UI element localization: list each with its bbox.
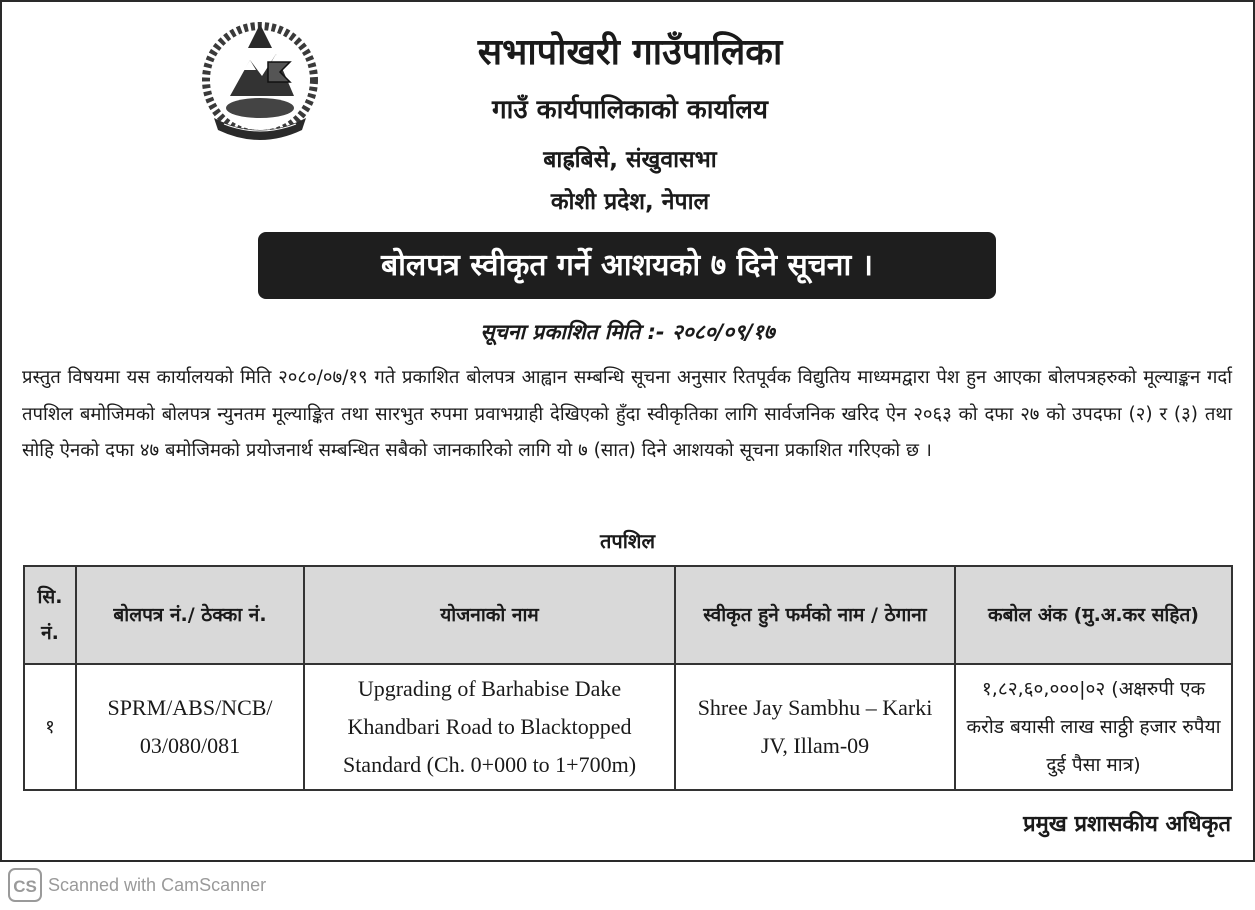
header-bid-amount: कबोल अंक (मु.अ.कर सहित) (955, 566, 1232, 664)
camscanner-logo-icon: CS (8, 868, 42, 902)
header-project-name: योजनाको नाम (304, 566, 675, 664)
cell-bid-number: SPRM/ABS/NCB/ 03/080/081 (76, 664, 304, 790)
municipality-name: सभापोखरी गाउँपालिका (477, 32, 783, 73)
notice-title-banner: बोलपत्र स्वीकृत गर्ने आशयको ७ दिने सूचना । (258, 232, 996, 299)
address-line-2: कोशी प्रदेश, नेपाल (550, 189, 710, 215)
header-bid-number: बोलपत्र नं./ ठेक्का नं. (76, 566, 304, 664)
office-name: गाउँ कार्यपालिकाको कार्यालय (492, 95, 768, 125)
header-serial-no: सि. नं. (24, 566, 76, 664)
nepal-government-emblem-icon (190, 18, 330, 146)
signatory: प्रमुख प्रशासकीय अधिकृत (1023, 812, 1231, 837)
table-title: तपशिल (599, 529, 656, 553)
table-header-row (24, 566, 1232, 664)
cell-bid-amount: १,८२,६०,०००|०२ (अक्षरुपी एक करोड बयासी लाख साठ्ठी हजार रुपैया दुई पैसा मात्र) (955, 664, 1232, 790)
notice-body: प्रस्तुत विषयमा यस कार्यालयको मिति २०८०/०७/१९ गते प्रकाशित बोलपत्र आह्वान सम्बन्धि सूचना अनुसार रितपूर्वक विद्युतिय माध्यमद्वारा पेश हुन आएका बोलपत्रहरुको मूल्याङ्कन गर्दा तपशिल बमोजिमको बोलपत्र न्युनतम मूल्याङ्कित तथा सारभुत रुपमा प्रवाभग्राही देखिएको हुँदा स्वीकृतिका लागि सार्वजनिक खरिद ऐन २०६३ को दफा २७ को उपदफा (२) र (३) तथा सोहि ऐनको दफा ४७ बमोजिमको प्रयोजनार्थ सम्बन्धित सबैको जानकारिको लागि यो ७ (सात) दिने आशयको सूचना प्रकाशित गरिएको छ । (22, 367, 1232, 461)
cell-project-name: Upgrading of Barhabise Dake Khandbari Road to Blacktopped Standard (Ch. 0+000 to 1+700m) (304, 664, 675, 790)
published-date: सूचना प्रकाशित मिति :- २०८०/०९/१७ (480, 320, 775, 344)
scanner-label: Scanned with CamScanner (48, 875, 267, 895)
cell-firm-name: Shree Jay Sambhu – Karki JV, Illam-09 (675, 664, 955, 790)
details-table (23, 565, 1233, 791)
address-line-1: बाह्रबिसे, संखुवासभा (543, 147, 717, 173)
table-row (24, 664, 1232, 790)
cell-serial-no: १ (24, 664, 76, 790)
header-firm-name-address: स्वीकृत हुने फर्मको नाम / ठेगाना (675, 566, 955, 664)
